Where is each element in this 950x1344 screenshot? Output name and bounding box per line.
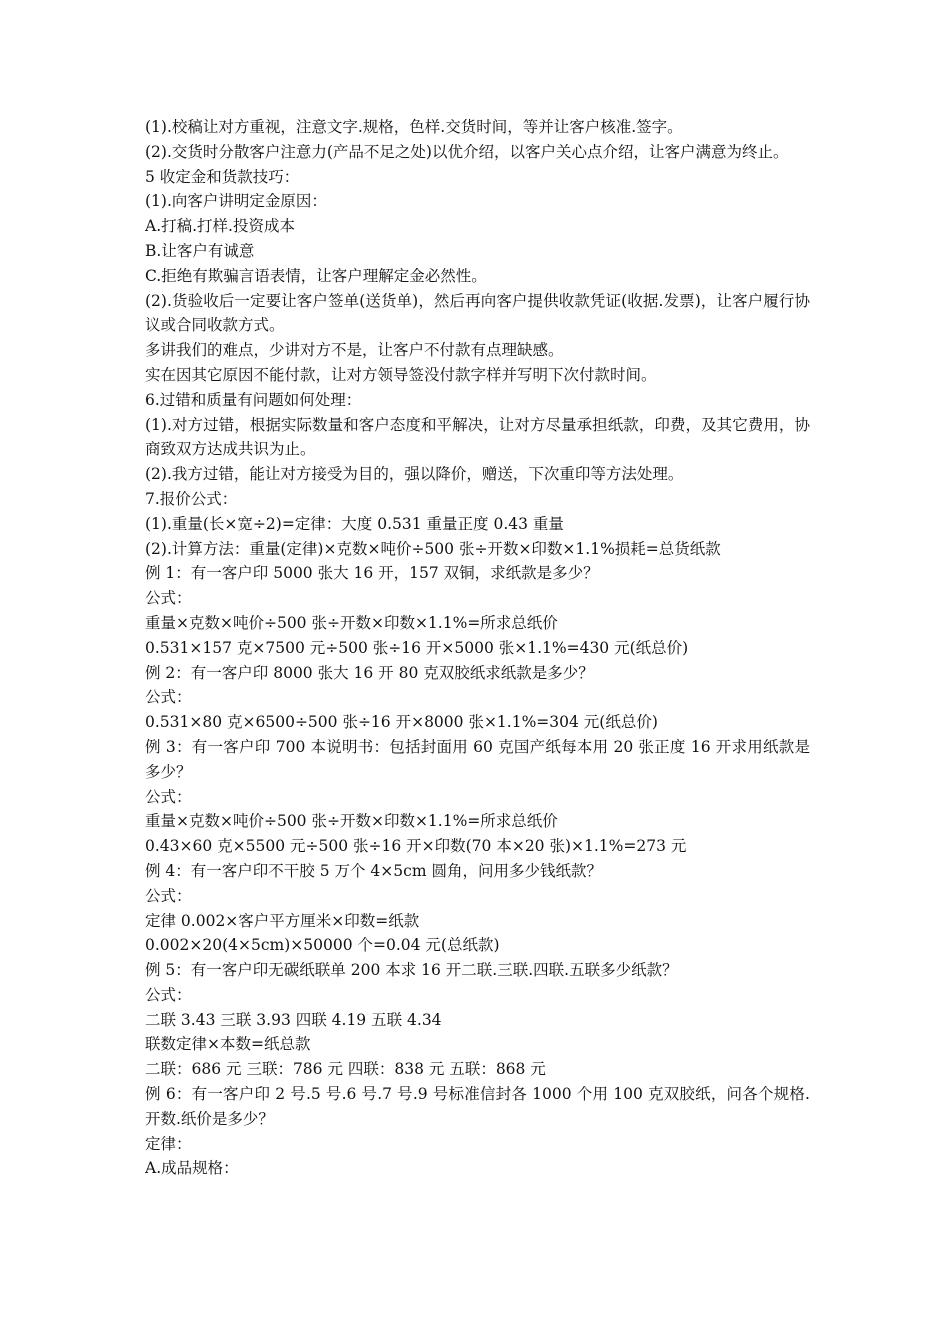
example-line: 例 2：有一客户印 8000 张大 16 开 80 克双胶纸求纸款是多少？ — [145, 663, 594, 682]
formula-line: 0.002×20(4×5cm)×50000 个=0.04 元(总纸款) — [145, 936, 500, 955]
formula-line: 定律 0.002×客户平方厘米×印数=纸款 — [145, 911, 420, 930]
text-line: C.拒绝有欺骗言语表情，让客户理解定金必然性。 — [145, 266, 487, 285]
text-line: 公式： — [145, 787, 192, 806]
section-heading: 7.报价公式： — [145, 489, 238, 508]
text-line: 多讲我们的难点，少讲对方不是，让客户不付款有点理缺感。 — [145, 341, 564, 360]
formula-line: 0.531×80 克×6500÷500 张÷16 开×8000 张×1.1%=304 元(纸总价) — [145, 713, 658, 732]
formula-line: 重量×克数×吨价÷500 张÷开数×印数×1.1%=所求总纸价 — [145, 812, 558, 831]
text-line: 定律： — [145, 1134, 192, 1153]
formula-line: 重量×克数×吨价÷500 张÷开数×印数×1.1%=所求总纸价 — [145, 613, 558, 632]
formula-line: 0.531×157 克×7500 元÷500 张÷16 开×5000 张×1.1%=430 元(纸总价) — [145, 638, 689, 657]
formula-line: 0.43×60 克×5500 元÷500 张÷16 开×印数(70 本×20 张)×1.1%=273 元 — [145, 837, 687, 856]
example-line: 例 5：有一客户印无碳纸联单 200 本求 16 开二联.三联.四联.五联多少纸款？ — [145, 961, 678, 980]
text-line: 实在因其它原因不能付款，让对方领导签没付款字样并写明下次付款时间。 — [145, 365, 657, 384]
text-line: B.让客户有诚意 — [145, 241, 255, 260]
formula-line: 联数定律×本数=纸总款 — [145, 1035, 311, 1054]
example-paragraph: 例 3：有一客户印 700 本说明书：包括封面用 60 克国产纸每本用 20 张正度 16 开求用纸款是多少？ — [145, 737, 810, 781]
text-paragraph: (2).交货时分散客户注意力(产品不足之处)以优介绍，以客户关心点介绍，让客户满意为终止。 — [145, 142, 789, 161]
formula-line: 二联 3.43 三联 3.93 四联 4.19 五联 4.34 — [145, 1010, 442, 1029]
section-heading: 5 收定金和货款技巧： — [145, 167, 300, 186]
text-line: 公式： — [145, 985, 192, 1004]
text-line: (2).计算方法：重量(定律)×克数×吨价÷500 张÷开数×印数×1.1%损耗=总货纸款 — [145, 539, 721, 558]
text-line: 公式： — [145, 589, 192, 608]
text-line: 公式： — [145, 886, 192, 905]
text-line: 公式： — [145, 688, 192, 707]
text-line: (1).校稿让对方重视，注意文字.规格，色样.交货时间，等并让客户核准.签字。 — [145, 118, 683, 136]
section-heading: 6.过错和质量有问题如何处理： — [145, 390, 362, 409]
formula-line: 二联：686 元 三联：786 元 四联：838 元 五联：868 元 — [145, 1060, 546, 1079]
text-line: (1).重量(长×宽÷2)=定律：大度 0.531 重量正度 0.43 重量 — [145, 514, 564, 533]
text-line: (2).我方过错，能让对方接受为目的，强以降价，赠送，下次重印等方法处理。 — [145, 465, 684, 484]
example-paragraph: 例 6：有一客户印 2 号.5 号.6 号.7 号.9 号标准信封各 1000 个用 100 克双胶纸，问各个规格.开数.纸价是多少？ — [145, 1085, 810, 1128]
example-line: 例 4：有一客户印不干胶 5 万个 4×5cm 圆角，问用多少钱纸款？ — [145, 861, 602, 880]
text-line: (1).向客户讲明定金原因： — [145, 192, 327, 211]
text-line: A.打稿.打样.投资成本 — [145, 217, 295, 236]
text-line: A.成品规格： — [145, 1159, 239, 1178]
text-paragraph: (2).货验收后一定要让客户签单(送货单)，然后再向客户提供收款凭证(收据.发票)，让客户履行协议或合同收款方式。 — [145, 291, 810, 335]
document-body — [145, 115, 810, 1181]
text-paragraph: (1).对方过错，根据实际数量和客户态度和平解决，让对方尽量承担纸款，印费，及其它费用，协商致双方达成共识为止。 — [145, 415, 810, 459]
example-line: 例 1：有一客户印 5000 张大 16 开，157 双铜，求纸款是多少？ — [145, 564, 599, 583]
